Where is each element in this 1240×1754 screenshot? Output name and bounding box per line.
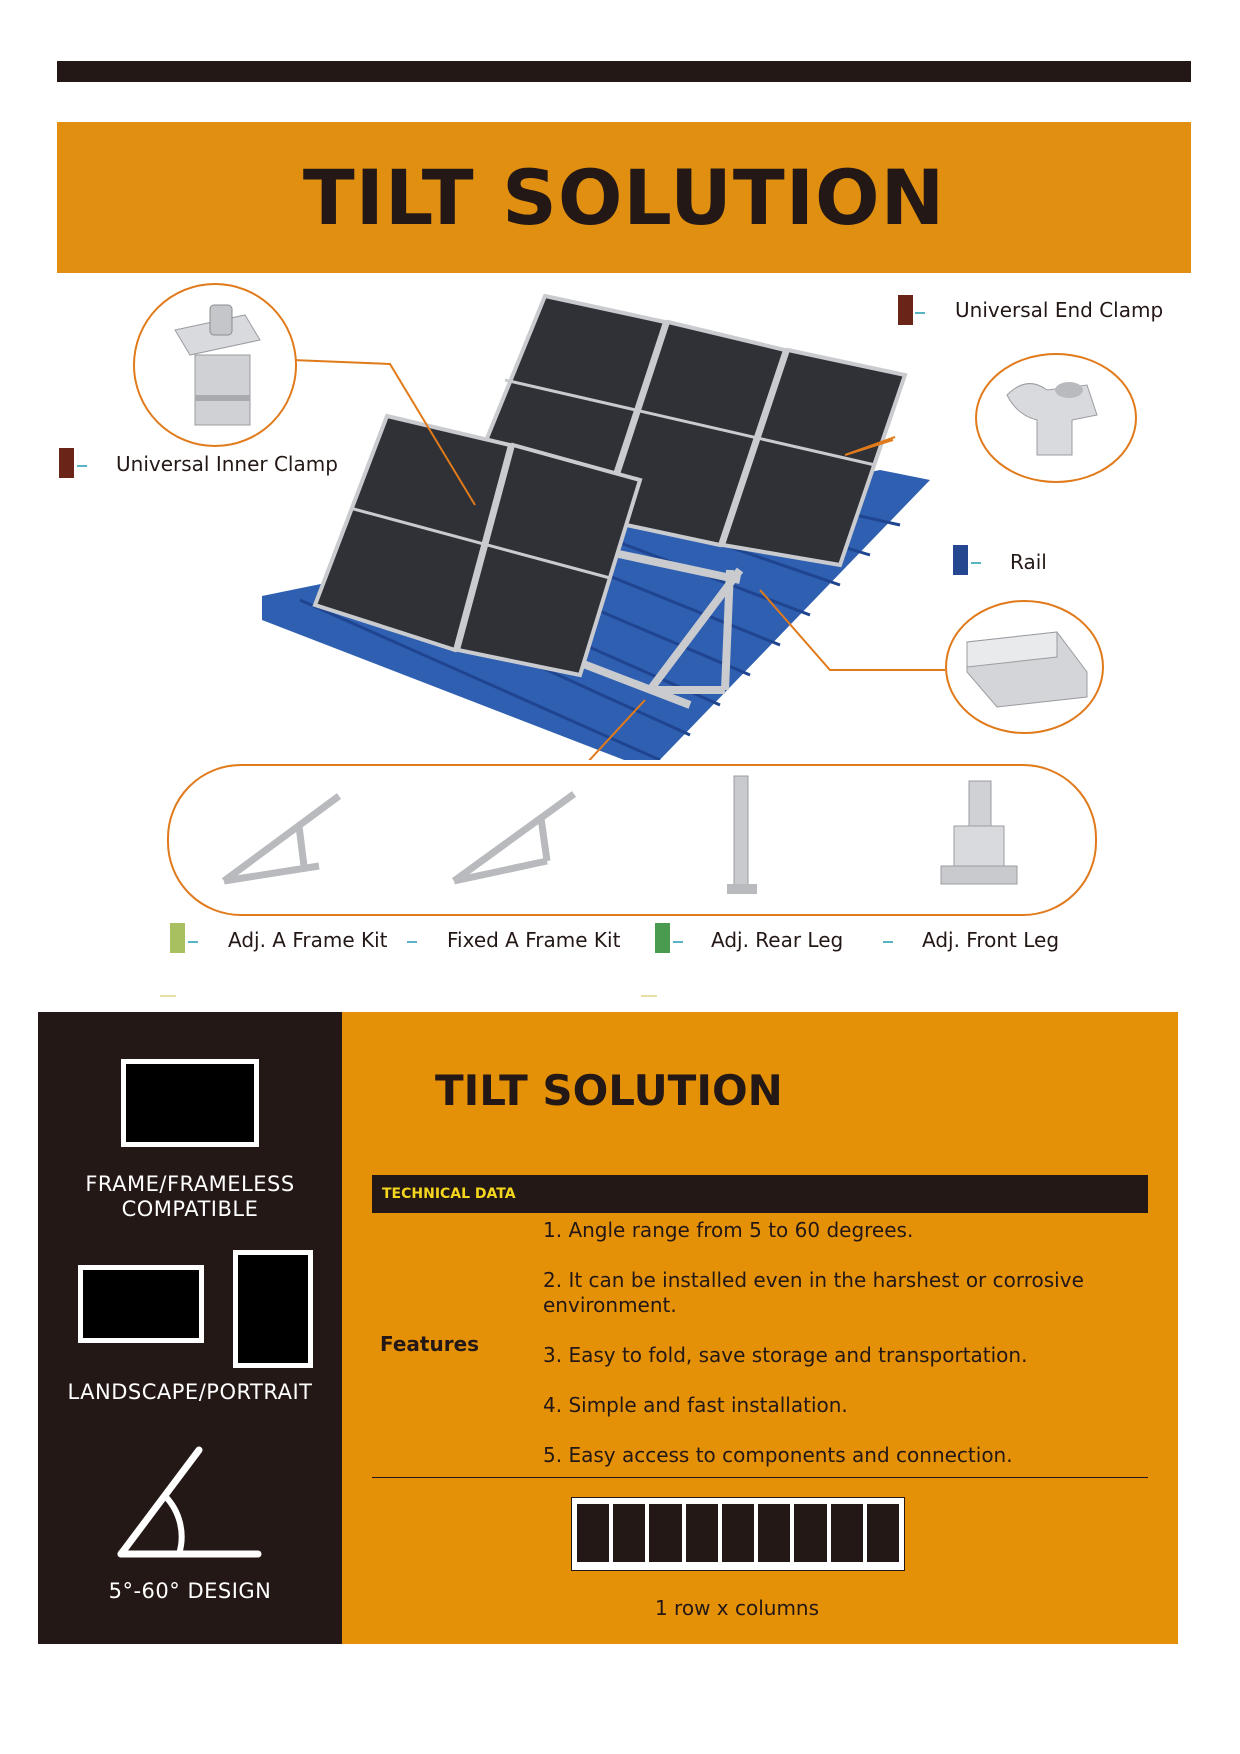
- feature-item: 4. Simple and fast installation.: [543, 1393, 848, 1417]
- adj-rear-leg-tick: [673, 941, 683, 943]
- adj-a-frame-tick: [188, 941, 198, 943]
- landscape-icon: [78, 1265, 204, 1343]
- features-label: Features: [380, 1332, 480, 1356]
- title-banner: [57, 122, 1191, 273]
- adj-a-frame-kit-image: [224, 796, 339, 881]
- fixed-a-frame-tick: [407, 941, 417, 943]
- technical-data-header: [372, 1175, 1148, 1213]
- rail-image: [945, 600, 1104, 734]
- faint-dash: [641, 995, 657, 997]
- module-cell: [613, 1504, 645, 1562]
- kit-label-adj-a-frame: Adj. A Frame Kit: [228, 928, 388, 952]
- rail-tick: [971, 562, 981, 564]
- adj-rear-leg-image: [727, 776, 757, 894]
- orientation-caption: LANDSCAPE/PORTRAIT: [67, 1380, 313, 1404]
- inner-clamp-label: Universal Inner Clamp: [116, 452, 338, 476]
- fixed-a-frame-kit-image: [454, 794, 574, 881]
- adj-front-leg-image: [941, 781, 1017, 884]
- module-cell: [867, 1504, 899, 1562]
- feature-item: 3. Easy to fold, save storage and transportation.: [543, 1343, 1028, 1367]
- end-clamp-image: [975, 353, 1137, 483]
- kits-panel: [167, 764, 1097, 916]
- angle-caption: 5°-60° DESIGN: [108, 1579, 272, 1603]
- module-cell: [758, 1504, 790, 1562]
- feature-item: 2. It can be installed even in the harshest or corrosive environment.: [543, 1268, 1084, 1317]
- adj-front-leg-tick: [883, 941, 893, 943]
- row-layout-icon: [571, 1497, 905, 1571]
- inner-clamp-tick: [77, 465, 87, 467]
- rail-swatch: [953, 545, 968, 575]
- adj-a-frame-swatch: [170, 923, 185, 953]
- divider: [372, 1477, 1148, 1478]
- specs-title: TILT SOLUTION: [435, 1066, 783, 1115]
- page-title: TILT SOLUTION: [302, 153, 946, 242]
- frame-icon: [121, 1059, 259, 1147]
- end-clamp-tick: [915, 312, 925, 314]
- module-cell: [794, 1504, 826, 1562]
- module-cell: [831, 1504, 863, 1562]
- module-cell: [649, 1504, 681, 1562]
- module-cell: [722, 1504, 754, 1562]
- top-bar: [57, 61, 1191, 82]
- end-clamp-label: Universal End Clamp: [955, 298, 1164, 322]
- feature-item: 5. Easy access to components and connection.: [543, 1443, 1013, 1467]
- angle-icon: [113, 1432, 263, 1562]
- rail-label: Rail: [1010, 550, 1047, 574]
- portrait-icon: [233, 1250, 313, 1368]
- inner-clamp-swatch: [59, 448, 74, 478]
- kit-label-adj-rear-leg: Adj. Rear Leg: [711, 928, 844, 952]
- end-clamp-swatch: [898, 295, 913, 325]
- module-cell: [686, 1504, 718, 1562]
- kit-label-adj-front-leg: Adj. Front Leg: [922, 928, 1060, 952]
- inner-clamp-image: [133, 283, 297, 447]
- kit-label-fixed-a-frame: Fixed A Frame Kit: [447, 928, 621, 952]
- technical-data-label: TECHNICAL DATA: [382, 1186, 516, 1202]
- faint-dash: [160, 995, 176, 997]
- feature-item: 1. Angle range from 5 to 60 degrees.: [543, 1218, 914, 1242]
- layout-caption: 1 row x columns: [654, 1596, 820, 1620]
- frame-compatible-caption: FRAME/FRAMELESS COMPATIBLE: [85, 1172, 295, 1221]
- module-cell: [577, 1504, 609, 1562]
- features-icon-panel: [38, 1012, 342, 1644]
- adj-rear-leg-swatch: [655, 923, 670, 953]
